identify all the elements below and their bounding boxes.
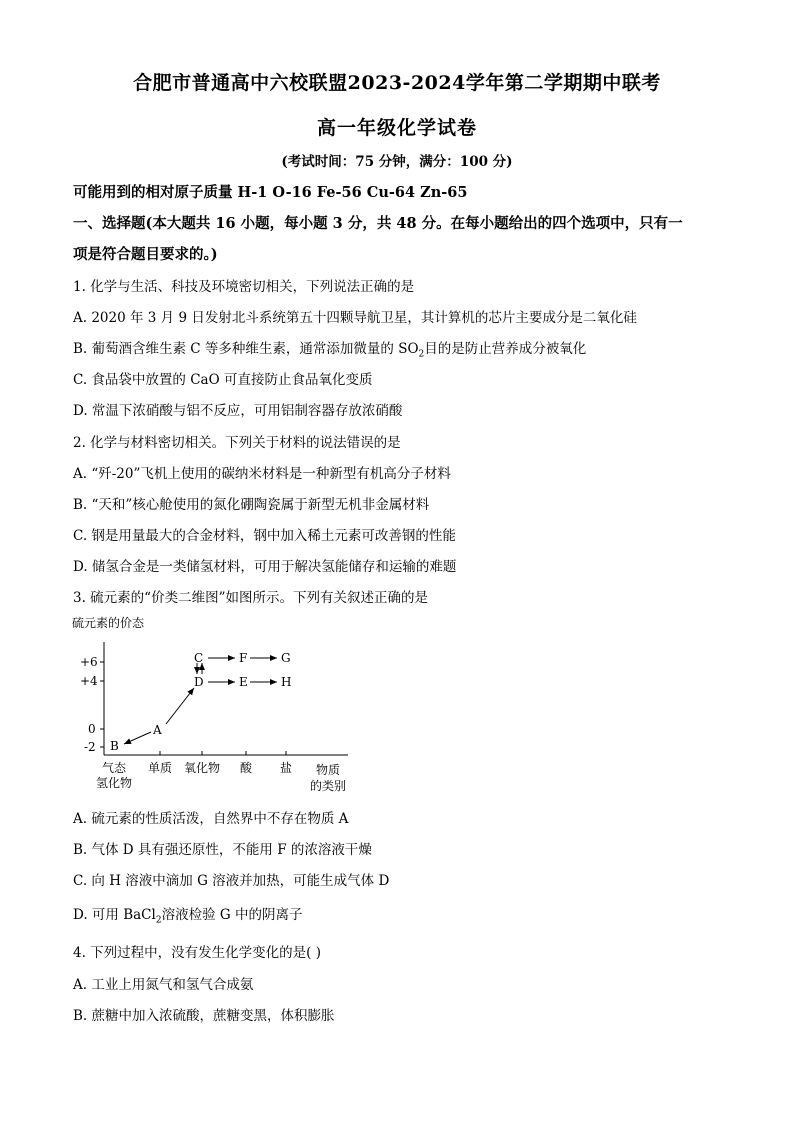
y-axis-label: 硫元素的价态 — [72, 616, 145, 630]
x-tick-label: 单质 — [148, 761, 173, 775]
x-tick-label: 气态 — [102, 761, 127, 775]
exam-subtitle: 高一年级化学试卷 — [316, 117, 477, 139]
q4-option-b: B. 蔗糖中加入浓硫酸，蔗糖变黑，体积膨胀 — [73, 1008, 335, 1024]
q1-option-b: B. 葡萄酒含维生素 C 等多种维生素，通常添加微量的 $SO_2$目的是防止营养成分被氧化 — [73, 341, 587, 360]
q3-option-b: B. 气体 D 具有强还原性，不能用 F 的浓溶液干燥 — [73, 842, 372, 858]
node-g: G — [281, 651, 291, 665]
q1-stem: 1. 化学与生活、科技及环境密切相关，下列说法正确的是 — [73, 279, 415, 295]
q1-option-a: A. 2020 年 3 月 9 日发射北斗系统第五十四颗导航卫星，其计算机的芯片主要成分是二氧化硅 — [73, 310, 637, 326]
q3-option-d: D. 可用 BaCl$_2$溶液检验 G 中的阴离子 — [73, 907, 303, 926]
node-d: D — [194, 675, 204, 689]
arrow-a-to-b — [124, 732, 151, 744]
section-instructions-line1: 一、选择题(本大题共 16 小题，每小题 3 分，共 48 分。在每小题给出的四个选项中，只有一 — [73, 215, 683, 232]
x-tick-label: 氧化物 — [184, 761, 221, 775]
q1-option-c: C. 食品袋中放置的 CaO 可直接防止食品氧化变质 — [73, 372, 373, 388]
node-f: F — [239, 651, 248, 665]
exam-title: 合肥市普通高中六校联盟2023-2024学年第二学期期中联考 — [133, 72, 661, 94]
q3-option-c: C. 向 H 溶液中滴加 G 溶液并加热，可能生成气体 D — [73, 873, 390, 889]
node-a: A — [153, 723, 162, 737]
q2-stem: 2. 化学与材料密切相关。下列关于材料的说法错误的是 — [73, 435, 401, 451]
sulfur-valence-diagram — [68, 612, 368, 798]
q4-stem: 4. 下列过程中，没有发生化学变化的是( ) — [73, 945, 321, 961]
y-tick-label: -2 — [84, 740, 96, 754]
q2-option-d: D. 储氢合金是一类储氢材料，可用于解决氢能储存和运输的难题 — [73, 559, 457, 575]
node-c: C — [194, 651, 204, 665]
x-tick-label: 氢化物 — [96, 776, 133, 790]
x-tick-label: 的类别 — [310, 779, 347, 793]
exam-info: (考试时间：75 分钟，满分：100 分) — [281, 154, 513, 170]
arrow-a-to-d — [166, 688, 194, 724]
q1-option-d: D. 常温下浓硝酸与铝不反应，可用铝制容器存放浓硝酸 — [73, 403, 403, 419]
q2-option-c: C. 钢是用量最大的合金材料，钢中加入稀土元素可改善钢的性能 — [73, 528, 456, 544]
atomic-masses: 可能用到的相对原子质量 H-1 O-16 Fe-56 Cu-64 Zn-65 — [73, 184, 468, 201]
node-b: B — [110, 739, 119, 753]
q2-option-a: A. “歼-20”飞机上使用的碳纳米材料是一种新型有机高分子材料 — [73, 466, 451, 482]
section-instructions-line2: 项是符合题目要求的。) — [73, 246, 218, 263]
q2-option-b: B. “天和”核心舱使用的氮化硼陶瓷属于新型无机非金属材料 — [73, 497, 430, 513]
x-tick-label: 盐 — [280, 761, 293, 775]
q4-option-a: A. 工业上用氮气和氢气合成氨 — [73, 977, 254, 993]
q3-option-a: A. 硫元素的性质活泼，自然界中不存在物质 A — [73, 811, 349, 827]
x-tick-label: 酸 — [240, 761, 253, 775]
y-tick-label: +4 — [80, 674, 98, 688]
y-tick-label: 0 — [88, 722, 96, 736]
q3-stem: 3. 硫元素的“价类二维图”如图所示。下列有关叙述正确的是 — [73, 590, 428, 606]
node-e: E — [239, 675, 248, 689]
node-h: H — [281, 675, 292, 689]
y-tick-label: +6 — [80, 655, 98, 669]
x-tick-label: 物质 — [316, 763, 341, 777]
